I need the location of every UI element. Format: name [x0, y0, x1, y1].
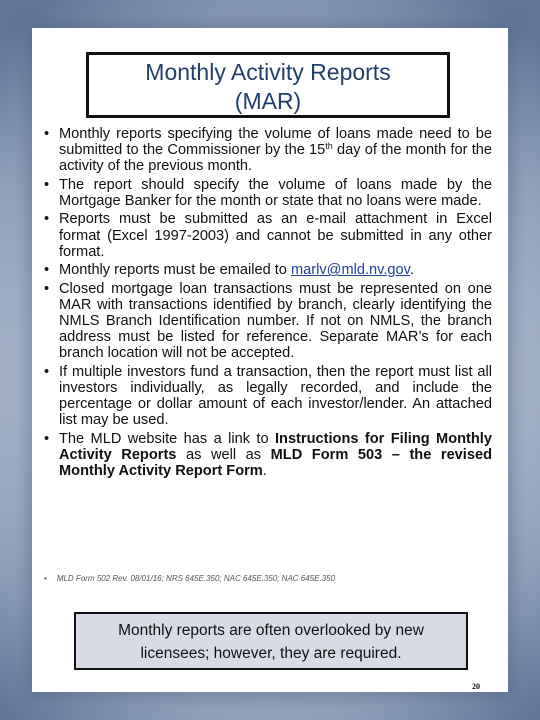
page-number: 20 [472, 682, 480, 691]
bullet-report-volume: • The report should specify the volume of loans made by the Mortgage Banker for the month or state that no loans were made. [44, 177, 492, 209]
bullet-excel-format: • Reports must be submitted as an e-mail attachment in Excel format (Excel 1997-2003) and cannot be submitted in any other format. [44, 211, 492, 260]
reminder-callout [74, 612, 468, 670]
bullet-email-address: • Monthly reports must be emailed to marlv@mld.nv.gov. [44, 262, 492, 278]
bullet-multiple-investors: • If multiple investors fund a transaction, then the report must list all investors individually, as legally recorded, and include the percentage or dollar amount of each investor/lender. An attached list may be used. [44, 364, 492, 429]
email-link[interactable]: marlv@mld.nv.gov [290, 262, 410, 279]
statute-reference: • MLD Form 502 Rev. 08/01/16; NRS 645E.350; NAC 645E.350; NAC 645E.350 [44, 574, 336, 583]
title-line-2: (MAR) [234, 88, 302, 114]
title-box [86, 52, 450, 118]
bullet-submission-deadline: • Monthly reports specifying the volume of loans made need to be submitted to the Commissioner by the 15th day of the month for the activity of the previous month. [44, 126, 492, 175]
form-503-title: MLD Form 503 – the revised Monthly Activity Report Form [59, 446, 493, 480]
title-line-1: Monthly Activity Reports [145, 59, 391, 85]
callout-line-1: Monthly reports are often overlooked by new [118, 622, 424, 639]
bullet-list [44, 126, 492, 482]
instructions-title: Instructions for Filing Monthly Activity Reports [59, 430, 492, 463]
callout-line-2: licensees; however, they are required. [140, 645, 402, 662]
bullet-branch-transactions: • Closed mortgage loan transactions must be represented on one MAR with transactions identified by branch, clearly identifying the NMLS Branch Identification number. If not on NMLS, the branch address must be listed for reference. Separate MAR’s for each branch location will not be accepted. [44, 281, 492, 362]
bullet-mld-website: • The MLD website has a link to Instructions for Filing Monthly Activity Reports as well as MLD Form 503 – the revised Monthly Activity Report Form. [44, 431, 492, 480]
